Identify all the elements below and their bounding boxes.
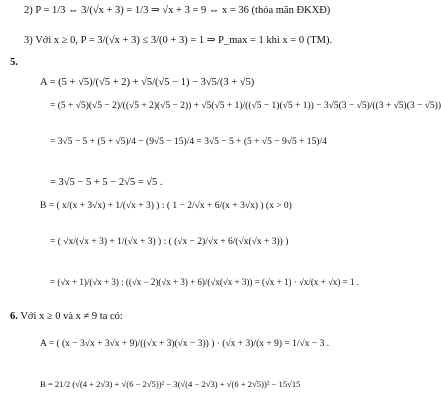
section-5-A-step3: = 3√5 − 5 + 5 − 2√5 = √5 .	[50, 177, 163, 188]
section-5-A-definition: A = (5 + √5)/(√5 + 2) + √5/(√5 − 1) − 3√5/(3 + √5)	[40, 77, 255, 88]
section-5-label: 5.	[10, 57, 18, 68]
item-2-text: P = 1/3 ⇔ 3/(√x + 3) = 1/3 ⇒ √x + 3 = 9 ⇔ x = 36 (thỏa mãn ĐKXĐ)	[35, 5, 331, 16]
section-6-label: 6.	[10, 311, 18, 322]
item-2-label: 2)	[24, 5, 33, 16]
section-6-B-definition: B = 21/2 (√(4 + 2√3) + √(6 − 2√5))² − 3(√(4 − 2√3) + √(6 + 2√5))² − 15√15	[40, 379, 301, 389]
section-5-B-step2: = (√x + 1)/(√x + 3) : ((√x − 2)(√x + 3) + 6)/(√x(√x + 3)) = (√x + 1) · √x/(x + √x) = 1 .	[50, 277, 359, 287]
section-6-intro: Với x ≥ 0 và x ≠ 9 ta có:	[20, 311, 123, 322]
section-5-A-step1: = (5 + √5)(√5 − 2)/((√5 + 2)(√5 − 2)) + √5(√5 + 1)/((√5 − 1)(√5 + 1)) − 3√5(3 − √5)/((3 + √5)(3 − √5))	[50, 101, 441, 111]
section-5-B-step1: = ( √x/(√x + 3) + 1/(√x + 3) ) : ( (√x − 2)/√x + 6/(√x(√x + 3)) )	[50, 237, 289, 247]
section-6-A-definition: A = ( (x − 3√x + 3√x + 9)/((√x + 3)(√x − 3)) ) · (√x + 3)/(x + 9) = 1/√x − 3 .	[40, 339, 330, 349]
item-3-label: 3)	[24, 35, 33, 46]
section-5-A-step2: = 3√5 − 5 + (5 + √5)/4 − (9√5 − 15)/4 = 3√5 − 5 + (5 + √5 − 9√5 + 15)/4	[50, 137, 327, 147]
section-5-B-definition: B = ( x/(x + 3√x) + 1/(√x + 3) ) : ( 1 − 2/√x + 6/(x + 3√x) ) (x > 0)	[40, 201, 292, 211]
item-2-line	[24, 4, 330, 17]
section-6-heading	[10, 310, 123, 323]
item-3-line	[24, 34, 332, 47]
item-3-text: Với x ≥ 0, P = 3/(√x + 3) ≤ 3/(0 + 3) = 1 ⇒ P_max = 1 khi x = 0 (TM).	[35, 35, 333, 46]
